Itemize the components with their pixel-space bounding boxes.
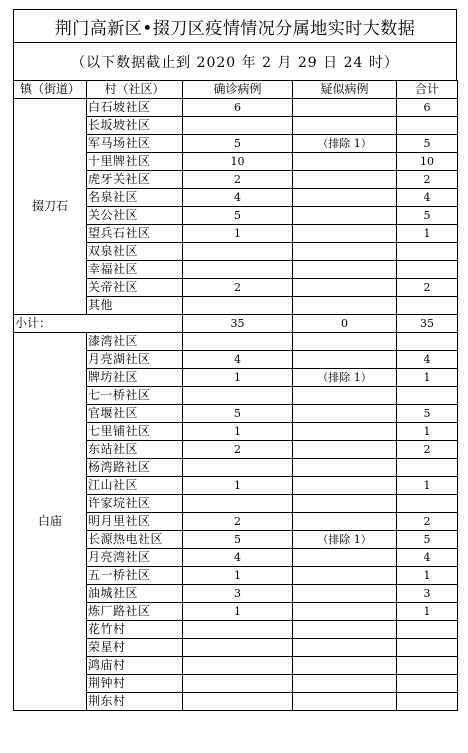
confirmed-cell: 3 xyxy=(183,585,293,603)
suspected-cell xyxy=(293,279,397,297)
suspected-cell xyxy=(293,621,397,639)
confirmed-cell xyxy=(183,333,293,351)
confirmed-cell: 4 xyxy=(183,351,293,369)
epidemic-table xyxy=(13,80,458,711)
suspected-cell xyxy=(293,243,397,261)
subtotal-confirmed: 35 xyxy=(183,315,293,333)
subtotal-label: 小计： xyxy=(14,315,183,333)
total-cell: 2 xyxy=(397,279,458,297)
community-cell: 荆钟村 xyxy=(87,675,183,693)
total-cell xyxy=(397,261,458,279)
community-cell: 七里铺社区 xyxy=(87,423,183,441)
confirmed-cell xyxy=(183,297,293,315)
suspected-cell xyxy=(293,207,397,225)
header-community: 村（社区） xyxy=(87,81,183,99)
total-cell: 5 xyxy=(397,207,458,225)
total-cell: 1 xyxy=(397,369,458,387)
total-cell xyxy=(397,621,458,639)
suspected-cell: （排除 1） xyxy=(293,135,397,153)
confirmed-cell xyxy=(183,693,293,711)
community-cell: 其他 xyxy=(87,297,183,315)
total-cell: 2 xyxy=(397,513,458,531)
suspected-cell xyxy=(293,495,397,513)
confirmed-cell: 5 xyxy=(183,207,293,225)
report-subtitle: （以下数据截止到 2020 年 2 月 29 日 24 时） xyxy=(13,43,457,80)
community-cell: 白石坡社区 xyxy=(87,99,183,117)
community-cell: 江山社区 xyxy=(87,477,183,495)
community-cell: 军马场社区 xyxy=(87,135,183,153)
table-body xyxy=(14,99,458,711)
total-cell xyxy=(397,117,458,135)
header-suspected: 疑似病例 xyxy=(293,81,397,99)
suspected-cell xyxy=(293,693,397,711)
total-cell: 5 xyxy=(397,531,458,549)
confirmed-cell: 1 xyxy=(183,369,293,387)
total-cell: 1 xyxy=(397,567,458,585)
table-row xyxy=(14,333,458,351)
subtotal-suspected: 0 xyxy=(293,315,397,333)
town-cell: 掇刀石 xyxy=(14,99,87,315)
total-cell: 10 xyxy=(397,153,458,171)
community-cell: 油城社区 xyxy=(87,585,183,603)
confirmed-cell xyxy=(183,117,293,135)
suspected-cell xyxy=(293,441,397,459)
confirmed-cell: 2 xyxy=(183,441,293,459)
suspected-cell xyxy=(293,459,397,477)
suspected-cell xyxy=(293,585,397,603)
suspected-cell xyxy=(293,603,397,621)
confirmed-cell: 10 xyxy=(183,153,293,171)
community-cell: 明月里社区 xyxy=(87,513,183,531)
suspected-cell xyxy=(293,675,397,693)
confirmed-cell xyxy=(183,243,293,261)
community-cell: 五一桥社区 xyxy=(87,567,183,585)
confirmed-cell: 1 xyxy=(183,423,293,441)
confirmed-cell: 1 xyxy=(183,567,293,585)
suspected-cell xyxy=(293,477,397,495)
total-cell: 4 xyxy=(397,351,458,369)
community-cell: 虎牙关社区 xyxy=(87,171,183,189)
community-cell: 炼厂路社区 xyxy=(87,603,183,621)
confirmed-cell: 1 xyxy=(183,225,293,243)
confirmed-cell xyxy=(183,621,293,639)
confirmed-cell: 2 xyxy=(183,279,293,297)
confirmed-cell: 6 xyxy=(183,99,293,117)
community-cell: 东站社区 xyxy=(87,441,183,459)
community-cell: 牌坊社区 xyxy=(87,369,183,387)
community-cell: 月亮湖社区 xyxy=(87,351,183,369)
suspected-cell xyxy=(293,297,397,315)
total-cell xyxy=(397,297,458,315)
suspected-cell xyxy=(293,423,397,441)
suspected-cell xyxy=(293,171,397,189)
total-cell: 4 xyxy=(397,189,458,207)
suspected-cell xyxy=(293,261,397,279)
suspected-cell xyxy=(293,549,397,567)
community-cell: 十里牌社区 xyxy=(87,153,183,171)
suspected-cell xyxy=(293,405,397,423)
total-cell: 2 xyxy=(397,441,458,459)
confirmed-cell: 4 xyxy=(183,189,293,207)
total-cell xyxy=(397,657,458,675)
community-cell: 杨湾路社区 xyxy=(87,459,183,477)
total-cell: 3 xyxy=(397,585,458,603)
community-cell: 七一桥社区 xyxy=(87,387,183,405)
total-cell: 1 xyxy=(397,423,458,441)
confirmed-cell xyxy=(183,657,293,675)
report-title: 荆门高新区•掇刀区疫情情况分属地实时大数据 xyxy=(13,9,457,43)
confirmed-cell: 4 xyxy=(183,549,293,567)
total-cell xyxy=(397,639,458,657)
suspected-cell xyxy=(293,513,397,531)
community-cell: 花竹村 xyxy=(87,621,183,639)
table-row xyxy=(14,99,458,117)
community-cell: 长源热电社区 xyxy=(87,531,183,549)
suspected-cell xyxy=(293,567,397,585)
community-cell: 关公社区 xyxy=(87,207,183,225)
confirmed-cell: 5 xyxy=(183,405,293,423)
suspected-cell xyxy=(293,153,397,171)
header-confirmed: 确诊病例 xyxy=(183,81,293,99)
confirmed-cell xyxy=(183,639,293,657)
community-cell: 幸福社区 xyxy=(87,261,183,279)
suspected-cell xyxy=(293,639,397,657)
community-cell: 官堰社区 xyxy=(87,405,183,423)
confirmed-cell: 5 xyxy=(183,531,293,549)
total-cell xyxy=(397,693,458,711)
table-header-row xyxy=(14,81,458,99)
community-cell: 望兵石社区 xyxy=(87,225,183,243)
community-cell: 荆东村 xyxy=(87,693,183,711)
total-cell xyxy=(397,243,458,261)
header-total: 合计 xyxy=(397,81,458,99)
confirmed-cell xyxy=(183,675,293,693)
total-cell xyxy=(397,387,458,405)
suspected-cell: （排除 1） xyxy=(293,531,397,549)
community-cell: 名泉社区 xyxy=(87,189,183,207)
total-cell: 6 xyxy=(397,99,458,117)
subtotal-row xyxy=(14,315,458,333)
total-cell: 1 xyxy=(397,225,458,243)
total-cell: 5 xyxy=(397,405,458,423)
confirmed-cell xyxy=(183,459,293,477)
total-cell: 1 xyxy=(397,477,458,495)
suspected-cell xyxy=(293,225,397,243)
total-cell xyxy=(397,333,458,351)
confirmed-cell: 5 xyxy=(183,135,293,153)
confirmed-cell xyxy=(183,495,293,513)
community-cell: 月亮湾社区 xyxy=(87,549,183,567)
community-cell: 漆湾社区 xyxy=(87,333,183,351)
total-cell: 5 xyxy=(397,135,458,153)
community-cell: 鸿庙村 xyxy=(87,657,183,675)
suspected-cell xyxy=(293,387,397,405)
confirmed-cell: 1 xyxy=(183,477,293,495)
community-cell: 双泉社区 xyxy=(87,243,183,261)
confirmed-cell xyxy=(183,261,293,279)
suspected-cell xyxy=(293,117,397,135)
total-cell xyxy=(397,459,458,477)
suspected-cell xyxy=(293,657,397,675)
suspected-cell xyxy=(293,351,397,369)
confirmed-cell: 2 xyxy=(183,513,293,531)
community-cell: 长坂坡社区 xyxy=(87,117,183,135)
community-cell: 关帝社区 xyxy=(87,279,183,297)
suspected-cell: （排除 1） xyxy=(293,369,397,387)
town-cell: 白庙 xyxy=(14,333,87,711)
community-cell: 许家垸社区 xyxy=(87,495,183,513)
community-cell: 荣星村 xyxy=(87,639,183,657)
suspected-cell xyxy=(293,189,397,207)
header-town: 镇（街道） xyxy=(14,81,87,99)
total-cell xyxy=(397,675,458,693)
total-cell: 1 xyxy=(397,603,458,621)
confirmed-cell xyxy=(183,387,293,405)
total-cell: 4 xyxy=(397,549,458,567)
confirmed-cell: 2 xyxy=(183,171,293,189)
suspected-cell xyxy=(293,99,397,117)
total-cell xyxy=(397,495,458,513)
confirmed-cell: 1 xyxy=(183,603,293,621)
total-cell: 2 xyxy=(397,171,458,189)
suspected-cell xyxy=(293,333,397,351)
subtotal-total: 35 xyxy=(397,315,458,333)
